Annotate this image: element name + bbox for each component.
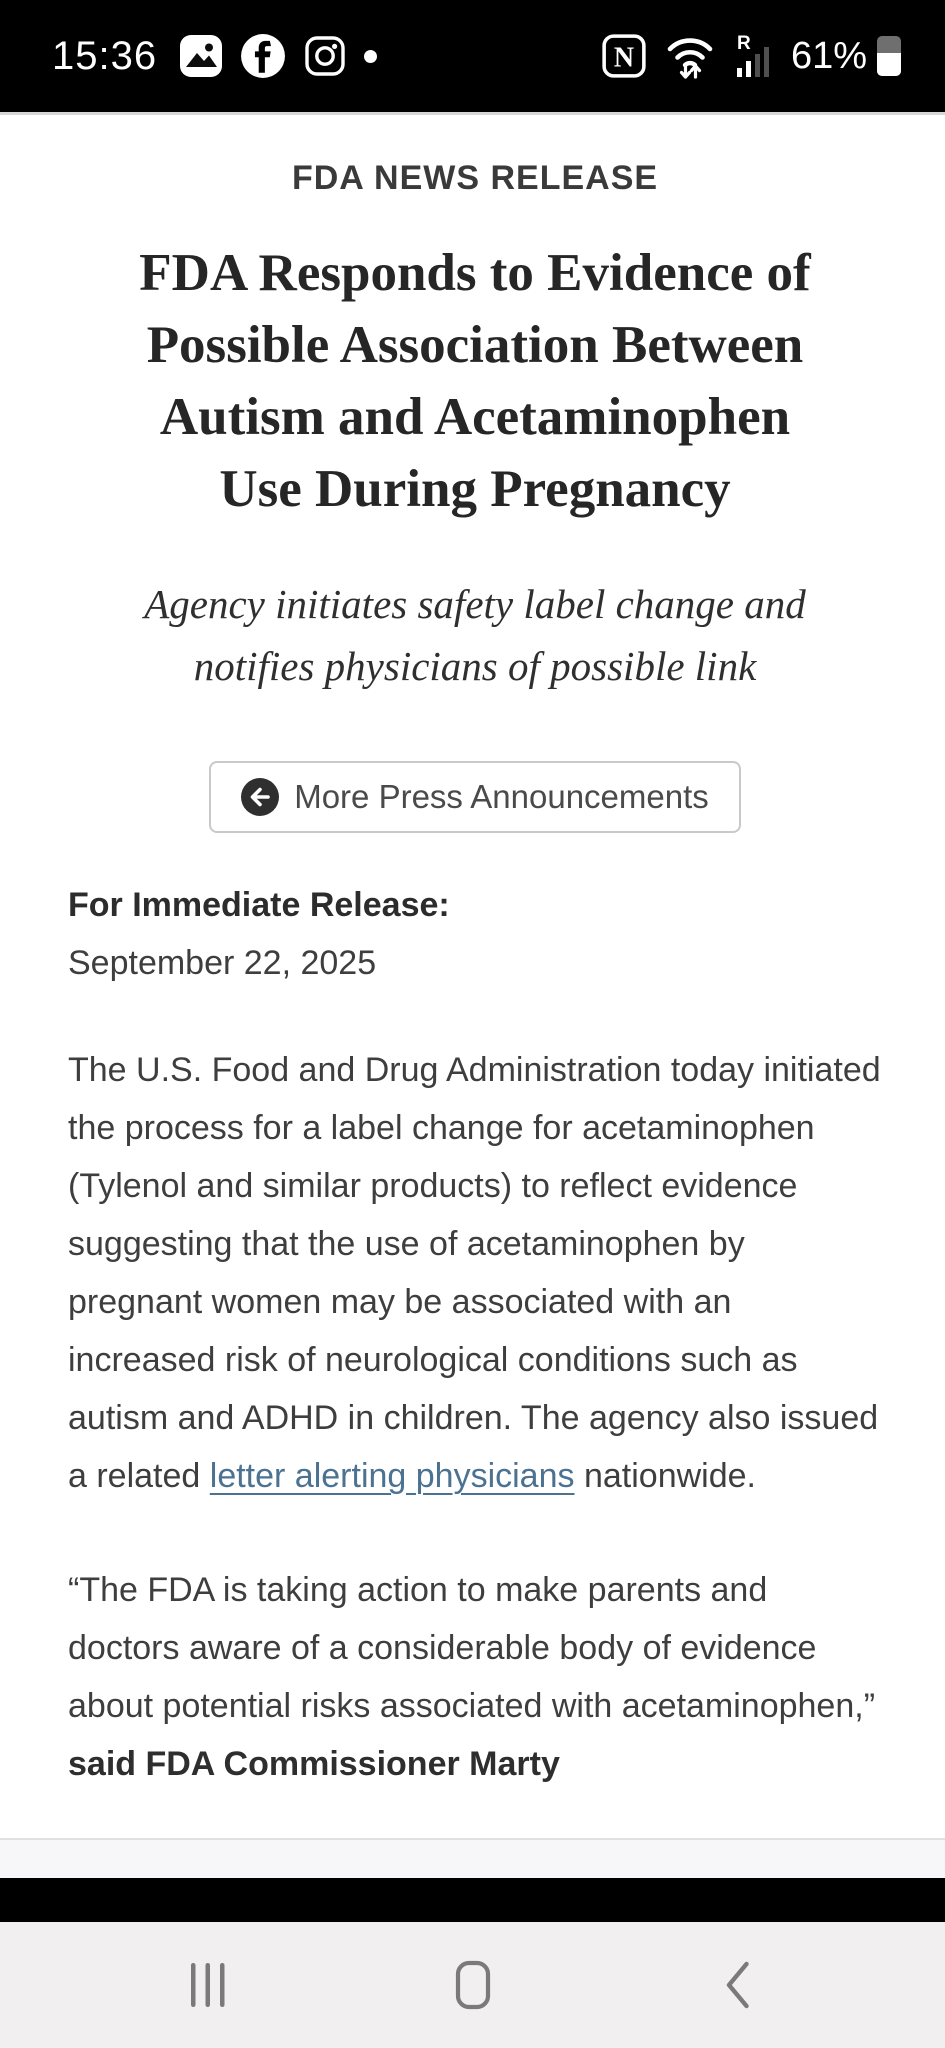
android-navigation-bar: [0, 1922, 945, 2048]
recents-icon[interactable]: [190, 1962, 226, 2008]
paragraph-1-text: The U.S. Food and Drug Administration today initiated the process for a label change for acetaminophen (Tylenol and similar products) to reflect evidence suggesting that the use of acetaminophen by pregnant women may be associated with an increased risk of neurological conditions such as autism and ADHD in children. The agency also issued a related: [68, 1051, 881, 1495]
paragraph-1-text-after: nationwide.: [574, 1457, 756, 1495]
status-bar-left: [52, 33, 394, 79]
article-title-line: Use During Pregnancy: [219, 460, 731, 518]
news-release-kicker: FDA NEWS RELEASE: [291, 159, 659, 197]
battery-icon: [877, 36, 901, 76]
more-press-announcements-label: More Press Announcements: [294, 778, 709, 815]
article-page: [0, 112, 945, 1838]
svg-text:N: N: [613, 42, 635, 74]
article-title-line: FDA Responds to Evidence of: [139, 244, 811, 302]
nfc-icon: [601, 33, 647, 79]
paragraph-2-quote: “The FDA is taking action to make parents and doctors aware of a considerable body of evidence about potential risks associated with acetaminophen,”: [68, 1571, 876, 1725]
bottom-black-bar: [0, 1878, 945, 1922]
body-paragraph-2: [68, 1561, 882, 1793]
status-bar: [0, 0, 945, 112]
content-bottom-strip: [0, 1838, 945, 1878]
article-subtitle: [68, 573, 882, 697]
svg-text:R: R: [736, 33, 751, 54]
status-bar-right: [586, 32, 901, 80]
facebook-icon: [240, 33, 286, 79]
instagram-icon: [303, 34, 347, 78]
body-paragraph-1: [68, 1041, 882, 1505]
for-immediate-release-label: For Immediate Release:: [68, 886, 450, 924]
article-title: [68, 237, 882, 525]
article-title-line: Possible Association Between: [146, 316, 804, 374]
clock: 15:36: [52, 33, 158, 78]
battery-percentage: 61%: [790, 34, 867, 77]
gallery-icon: [179, 34, 223, 78]
cellular-signal-roaming-icon: [733, 32, 777, 80]
release-date: September 22, 2025: [68, 944, 377, 982]
home-icon[interactable]: [455, 1960, 491, 2010]
more-press-announcements-button[interactable]: [209, 761, 741, 833]
article-title-line: Autism and Acetaminophen: [159, 388, 791, 446]
paragraph-2-attribution: said FDA Commissioner Marty: [68, 1745, 560, 1783]
back-icon[interactable]: [723, 1960, 751, 2010]
button-row: [68, 761, 882, 833]
article-subtitle-line: notifies physicians of possible link: [193, 643, 757, 689]
letter-alerting-physicians-link[interactable]: letter alerting physicians: [209, 1457, 575, 1495]
circle-arrow-left-icon: [241, 778, 279, 816]
article-subtitle-line: Agency initiates safety label change and: [144, 581, 806, 627]
wifi-icon: [662, 32, 718, 80]
more-notifications-dot: [364, 50, 377, 63]
